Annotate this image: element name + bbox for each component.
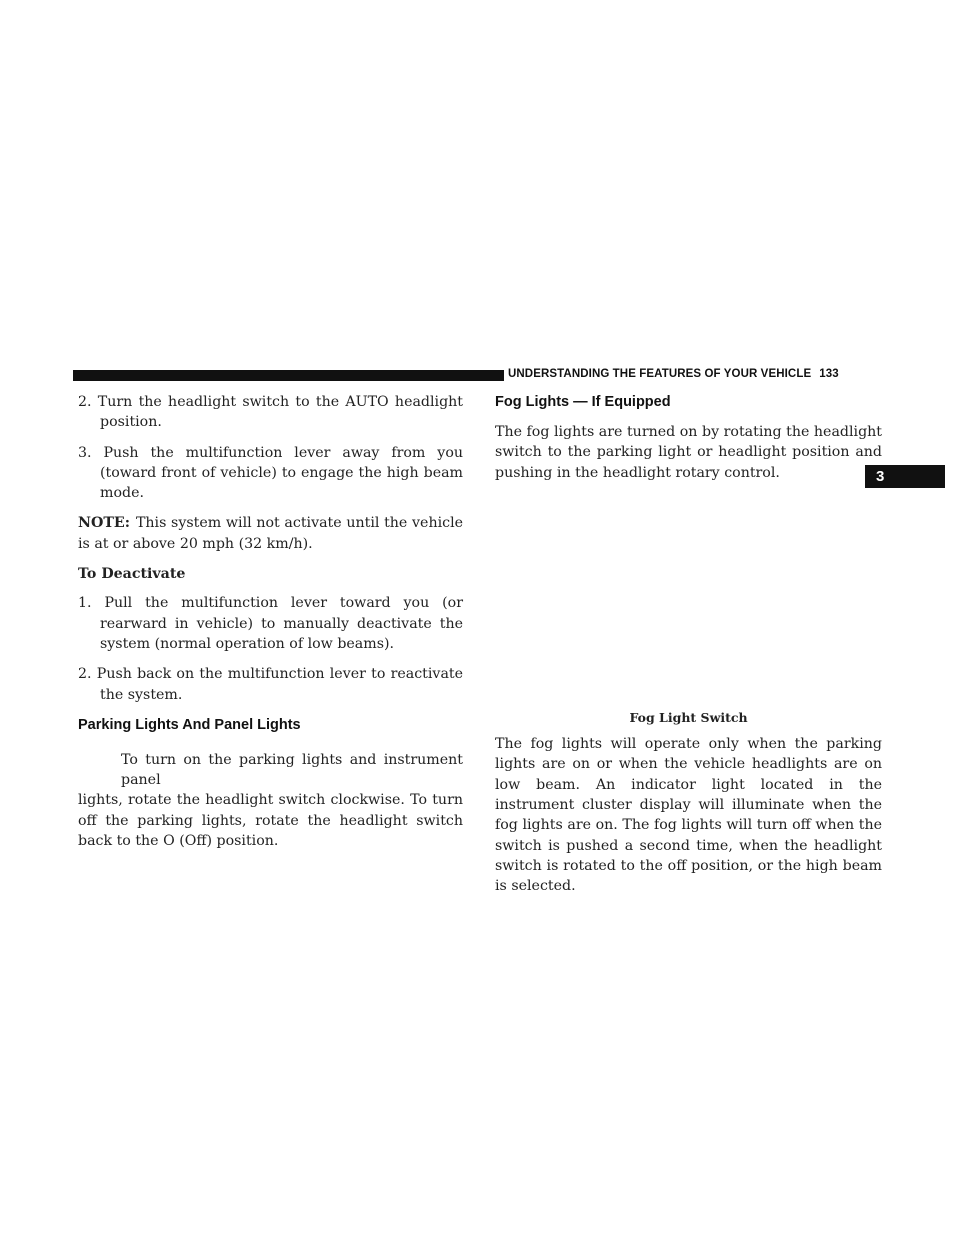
- fog-body-paragraph: The fog lights will operate only when the parking lights are on or when the vehicle headlights are on low beam. An indicator light located in the instrument cluster display will illuminate when the fog lights are on. The fog lights will turn off when the switch is pushed a second time, when the headlight switch is rotated to the off position, or the high beam is selected.: [495, 736, 882, 895]
- left-column: [78, 392, 463, 851]
- section-heading-parking-lights: Parking Lights And Panel Lights: [78, 716, 301, 733]
- list-item: 1. Pull the multifunction lever toward you (or rearward in vehicle) to manually deactivate the system (normal operation of low beams).: [78, 595, 463, 652]
- figure-caption: Fog Light Switch: [629, 709, 748, 725]
- subheading-to-deactivate: To Deactivate: [78, 566, 186, 583]
- chapter-number: 3: [876, 468, 885, 485]
- paragraph-first-line: To turn on the parking lights and instrument panel: [121, 751, 463, 789]
- figure-placeholder: [495, 483, 882, 706]
- list-item: 2. Push back on the multifunction lever to reactivate the system.: [78, 666, 463, 703]
- list-item: 2. Turn the headlight switch to the AUTO headlight position.: [78, 394, 463, 431]
- header-bar: [73, 370, 504, 381]
- running-header: [508, 368, 839, 380]
- note-text: This system will not activate until the vehicle is at or above 20 mph (32 km/h).: [78, 515, 463, 552]
- note-label: NOTE:: [78, 515, 130, 532]
- page-number: 133: [819, 368, 839, 380]
- list-item: 3. Push the multifunction lever away from you (toward front of vehicle) to engage the high beam mode.: [78, 444, 463, 502]
- section-title: UNDERSTANDING THE FEATURES OF YOUR VEHICLE: [508, 368, 812, 380]
- fog-intro-paragraph: The fog lights are turned on by rotating the headlight switch to the parking light or headlight position and pushing in the headlight rotary control.: [495, 424, 882, 481]
- note: [78, 513, 463, 554]
- paragraph-rest: lights, rotate the headlight switch clockwise. To turn off the parking lights, rotate the headlight switch back to the O (Off) position.: [78, 792, 463, 850]
- right-column: [495, 392, 885, 897]
- parking-lights-paragraph: [78, 750, 463, 851]
- section-heading-fog-lights: Fog Lights — If Equipped: [495, 394, 671, 410]
